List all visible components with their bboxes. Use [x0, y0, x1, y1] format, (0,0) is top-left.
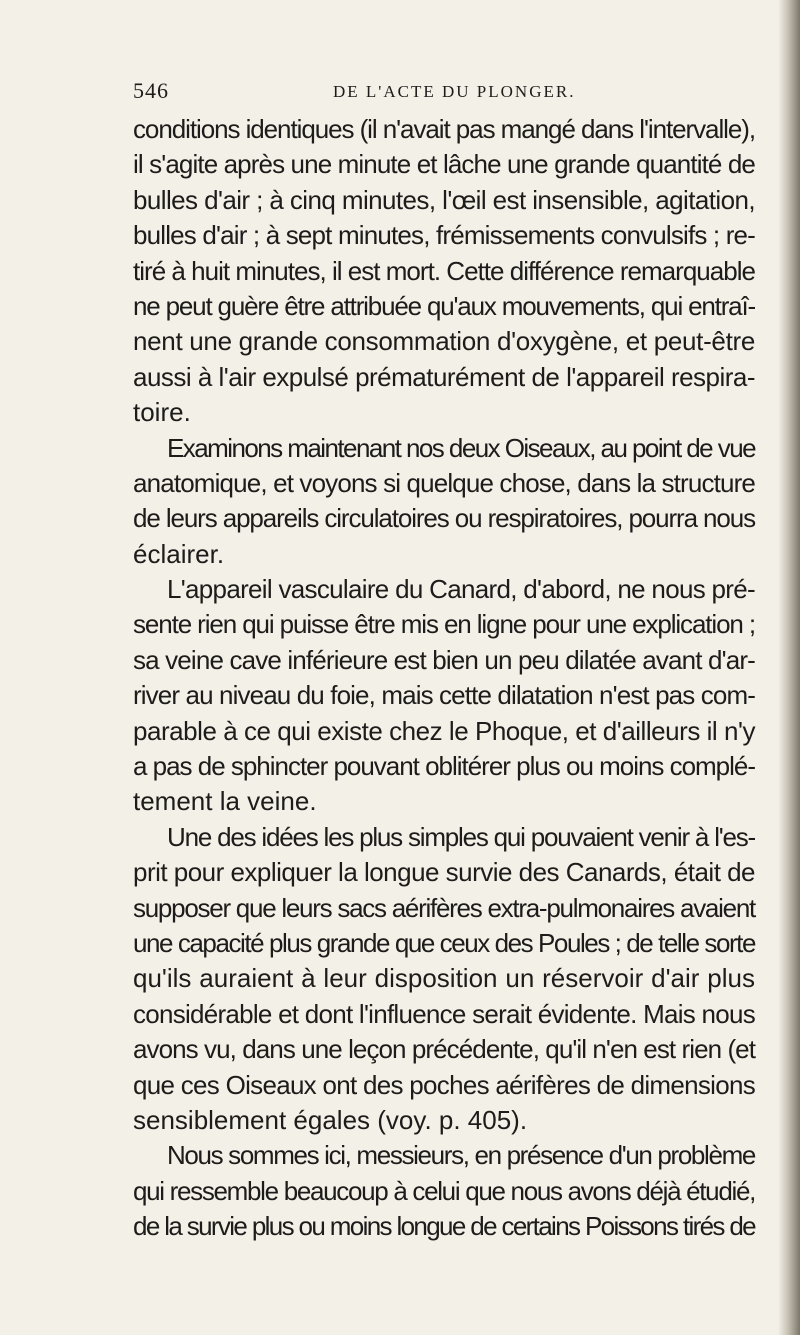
running-title: DE L'ACTE DU PLONGER.	[333, 82, 576, 101]
text-line: aussi à l'air expulsé prématurément de l'appareil respira-	[133, 361, 755, 392]
text-line: sente rien qui puisse être mis en ligne pour une explication ;	[133, 609, 755, 640]
text-line: bulles d'air ; à cinq minutes, l'œil est insensible, agitation,	[133, 184, 755, 215]
text-line: considérable et dont l'influence serait évidente. Mais nous	[133, 998, 755, 1029]
paragraph-start-line: Nous sommes ici, messieurs, en présence d'un problème	[167, 1140, 755, 1171]
text-line: tement la veine.	[133, 786, 317, 817]
text-line: éclairer.	[133, 538, 225, 569]
text-line: tiré à huit minutes, il est mort. Cette différence remarquable	[133, 255, 755, 286]
text-line: parable à ce qui existe chez le Phoque, et d'ailleurs il n'y	[133, 715, 756, 746]
body-text	[133, 112, 755, 1245]
text-line: anatomique, et voyons si quelque chose, dans la structure	[133, 467, 755, 498]
text-line: que ces Oiseaux ont des poches aérifères de dimensions	[133, 1069, 755, 1100]
text-line: de leurs appareils circulatoires ou respiratoires, pourra nous	[133, 503, 755, 534]
paragraph-start-line: L'appareil vasculaire du Canard, d'abord, ne nous pré-	[167, 574, 755, 605]
paragraph-start-line: Examinons maintenant nos deux Oiseaux, au point de vue	[167, 432, 755, 463]
text-line: a pas de sphincter pouvant oblitérer plus ou moins complé-	[133, 751, 755, 782]
text-line: de la survie plus ou moins longue de certains Poissons tirés de	[133, 1211, 755, 1242]
page-number: 546	[133, 78, 169, 103]
text-line: qu'ils auraient à leur disposition un réservoir d'air plus	[133, 963, 755, 994]
text-line: supposer que leurs sacs aérifères extra-pulmonaires avaient	[133, 892, 755, 923]
text-line: conditions identiques (il n'avait pas mangé dans l'intervalle),	[133, 114, 756, 144]
text-line: prit pour expliquer la longue survie des Canards, était de	[133, 857, 756, 888]
text-line: sensiblement égales (voy. p. 405).	[133, 1104, 528, 1135]
text-line: river au niveau du foie, mais cette dilatation n'est pas com-	[133, 680, 755, 711]
text-line: une capacité plus grande que ceux des Poules ; de telle sorte	[133, 927, 755, 958]
page-edge-shadow	[778, 0, 800, 1335]
text-line: il s'agite après une minute et lâche une grande quantité de	[133, 149, 755, 180]
text-line: avons vu, dans une leçon précédente, qu'il n'en est rien (et	[133, 1034, 755, 1065]
text-line: qui ressemble beaucoup à celui que nous avons déjà étudié,	[133, 1175, 755, 1206]
text-line: nent une grande consommation d'oxygène, et peut-être	[133, 326, 755, 357]
text-line: bulles d'air ; à sept minutes, frémissements convulsifs ; re-	[133, 220, 756, 251]
running-header	[133, 78, 753, 110]
paragraph-start-line: Une des idées les plus simples qui pouvaient venir à l'es-	[167, 821, 755, 852]
text-line: sa veine cave inférieure est bien un peu dilatée avant d'ar-	[133, 644, 755, 675]
text-line: toire.	[133, 397, 191, 428]
text-line: ne peut guère être attribuée qu'aux mouvements, qui entraî-	[133, 290, 755, 321]
